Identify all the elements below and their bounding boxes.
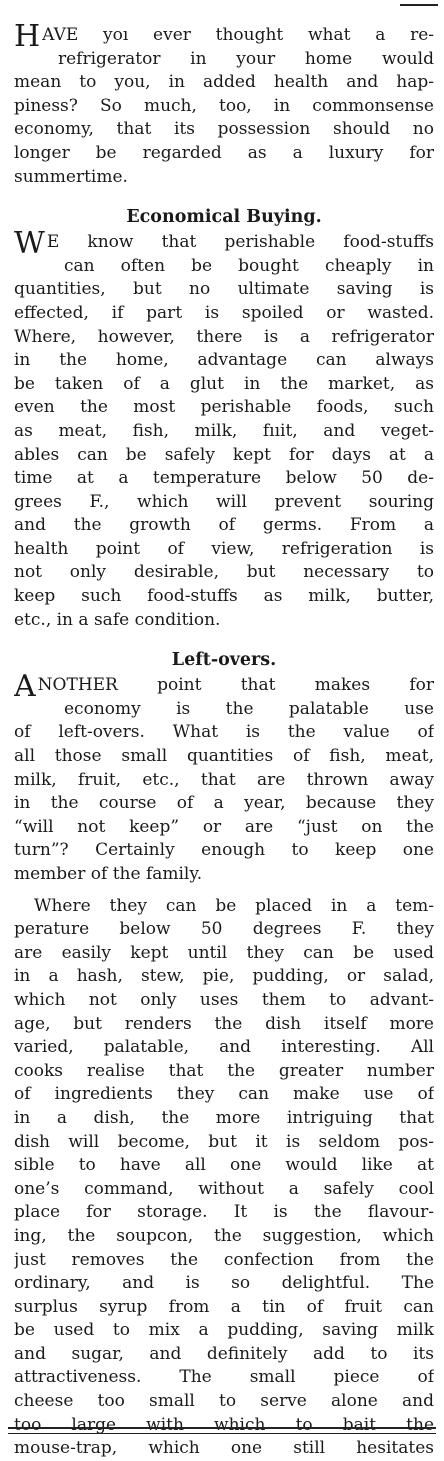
- section2-p2-line-13: place for storage. It is the flavour-: [14, 1202, 434, 1223]
- section2-p2-line-1: perature below 50 degrees F. they: [14, 919, 434, 940]
- section2-dropcap: A: [14, 674, 36, 698]
- intro-dropcap: H: [14, 24, 41, 48]
- section2-p2-line-9: in a dish, the more intriguing that: [14, 1107, 434, 1128]
- intro-line-2: mean to you, in added health and hap-: [14, 72, 434, 93]
- section2-p2-line-15: just removes the confection from the: [14, 1249, 434, 1270]
- section2-p2-line-5: age, but renders the dish itself more: [14, 1013, 434, 1034]
- section2-p2-line-20: attractiveness. The small piece of: [14, 1367, 434, 1388]
- intro-line-0: HAVE yoı ever thought what a re-: [14, 24, 434, 48]
- intro-line-1: refrigerator in your home would: [58, 48, 434, 69]
- section2-line-5: in the course of a year, because they: [14, 793, 434, 814]
- section2-p2-line-23: mouse-trap, which one still hesitates: [14, 1438, 434, 1459]
- section2-p2-line-7: cooks realise that the greater number: [14, 1060, 434, 1081]
- section1-line-10: time at a temperature below 50 de-: [14, 468, 434, 489]
- section1-line-3: effected, if part is spoiled or wasted.: [14, 302, 434, 323]
- section1-line-1: can often be bought cheaply in: [64, 255, 434, 276]
- section2-line-8: member of the family.: [14, 864, 203, 884]
- section1-line-7: even the most perishable foods, such: [14, 397, 434, 418]
- section1-line-13: health point of view, refrigeration is: [14, 538, 434, 559]
- section2-p2-line-16: ordinary, and is so delightful. The: [14, 1273, 434, 1294]
- section2-line-3: all those small quantities of fish, meat,: [14, 746, 434, 767]
- section2-p2-line-10: dish will become, but it is seldom pos-: [14, 1131, 434, 1152]
- section2-line-6: “will not keep” or are “just on the: [14, 816, 434, 837]
- section2-p2-line-22: too large with which to bait the: [14, 1414, 434, 1435]
- section2-p2-line-3: in a hash, stew, pie, pudding, or salad,: [14, 966, 434, 987]
- section2-p2-line-12: one’s command, without a safely cool: [14, 1178, 434, 1199]
- section1-line-5: in the home, advantage can always: [14, 350, 434, 371]
- section1-line-12: and the growth of germs. From a: [14, 515, 434, 536]
- section2-p2-line-14: ing, the soupcon, the suggestion, which: [14, 1225, 434, 1246]
- section1-line-16: etc., in a safe condition.: [14, 609, 221, 630]
- bottom-rule: [8, 1427, 436, 1434]
- section2-line-0: ANOTHER point that makes for: [14, 674, 434, 698]
- section1-line-8: as meat, fish, milk, fııit, and veget-: [14, 420, 434, 441]
- section2-p2-line-6: varied, palatable, and interesting. All: [14, 1037, 434, 1058]
- section1-line-14: not only desirable, but necessary to: [14, 562, 434, 583]
- section-heading: Economical Buying.: [126, 207, 322, 228]
- section1-line-15: keep such food-stuffs as milk, butter,: [14, 586, 434, 607]
- section2-p2-line-2: are easily kept until they can be used: [14, 942, 434, 963]
- section-economical-buying: [14, 203, 434, 632]
- section2-p2-line-19: and sugar, and definitely add to its: [14, 1343, 434, 1364]
- section1-dropcap: W: [14, 231, 45, 255]
- intro-line-3: piness? So much, too, in commonsense: [14, 95, 434, 116]
- section-left-overs: [14, 646, 434, 1461]
- section2-p2-line-17: surplus syrup from a tin of fruit can: [14, 1296, 434, 1317]
- section1-line-4: Where, however, there is a refrigerator: [14, 326, 434, 347]
- section1-line-9: ables can be safely kept for days at a: [14, 444, 434, 465]
- section2-p2-line-8: of ingredients they can make use of: [14, 1084, 434, 1105]
- section1-line-11: grees F., which will prevent souring: [14, 491, 434, 512]
- section-heading: Left-overs.: [171, 650, 277, 671]
- section2-line-1: economy is the palatable use: [64, 698, 434, 719]
- intro-line-5: longer be regarded as a luxury for: [14, 142, 434, 163]
- section2-line-2: of left-overs. What is the value of: [14, 722, 434, 743]
- section1-line-0: W E know that perishable food-stuffs: [14, 231, 434, 255]
- article-column: [14, 24, 434, 1461]
- section2-p2-line-0: Where they can be placed in a tem-: [34, 895, 434, 916]
- intro-line-4: economy, that its possession should no: [14, 119, 434, 140]
- section1-line-6: be taken of a glut in the market, as: [14, 373, 434, 394]
- section2-line-7: turn”? Certainly enough to keep one: [14, 840, 434, 861]
- section2-line-4: milk, fruit, etc., that are thrown away: [14, 769, 434, 790]
- section2-p2-line-11: sible to have all one would like at: [14, 1155, 434, 1176]
- top-rule: [400, 4, 438, 6]
- section2-p2-line-4: which not only uses them to advant-: [14, 989, 434, 1010]
- section1-line-2: quantities, but no ultimate saving is: [14, 279, 434, 300]
- section2-p2-line-21: cheese too small to serve alone and: [14, 1391, 434, 1412]
- section2-p2-line-18: be used to mix a pudding, saving milk: [14, 1320, 434, 1341]
- intro-paragraph: [14, 24, 434, 189]
- intro-line-6: summertime.: [14, 166, 128, 187]
